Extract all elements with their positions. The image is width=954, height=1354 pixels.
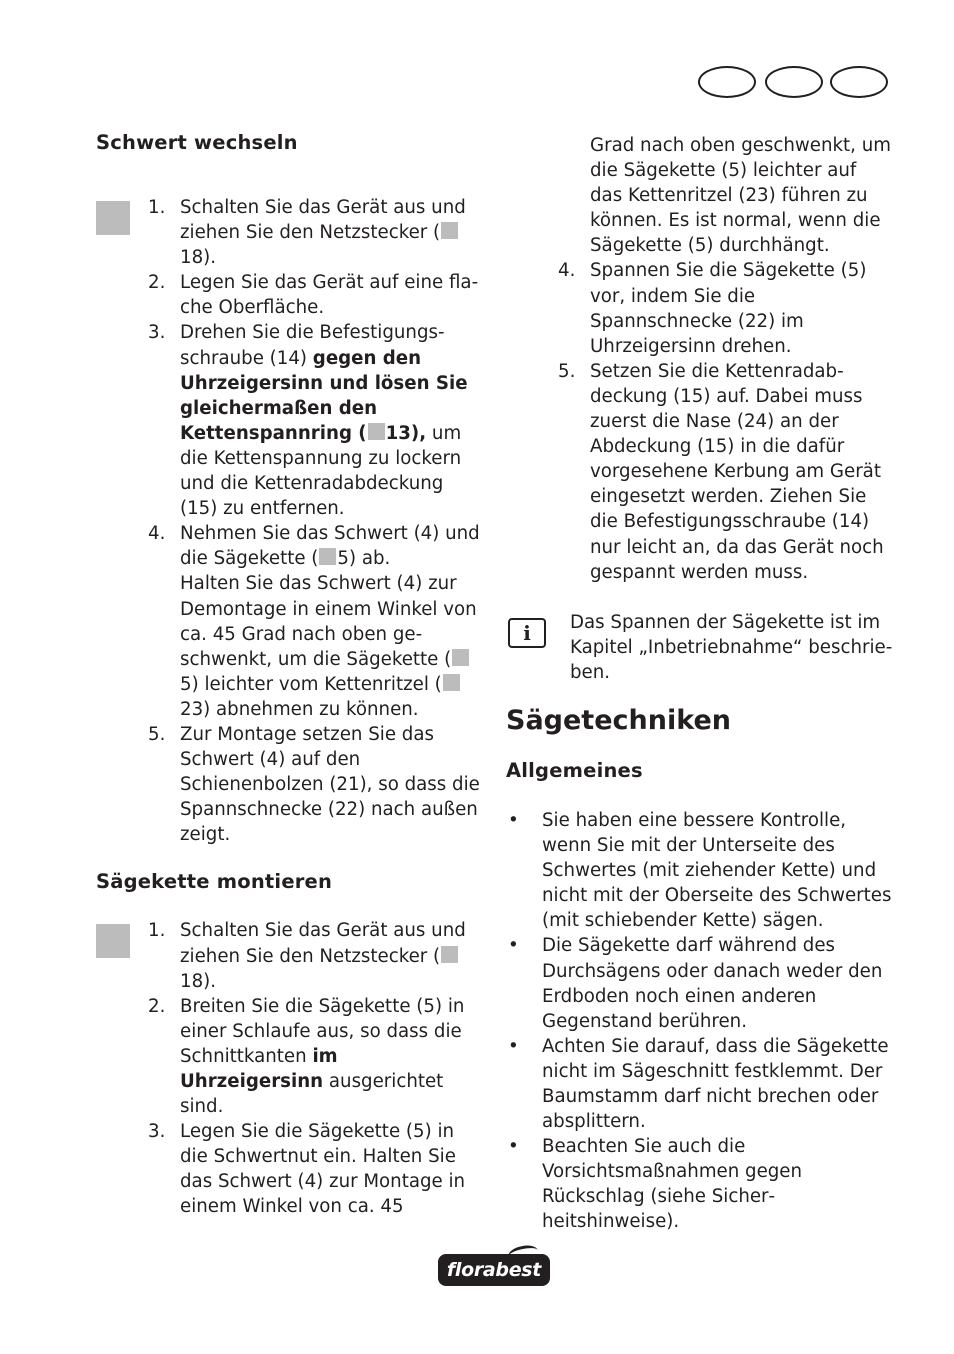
- info-note: [506, 610, 894, 685]
- continued-step-text: Grad nach oben geschwenkt, um die Sägekette (5) leichter auf das Kettenritzel (23) führen zu können. Es ist normal, wenn die Sägekette (5) durchhängt.: [590, 135, 891, 257]
- bullet-icon: •: [508, 1136, 519, 1158]
- bullet-icon: •: [508, 935, 519, 957]
- step-number: 5.: [148, 723, 166, 745]
- step-number: 2.: [148, 272, 166, 294]
- step-text: Nehmen Sie das Schwert (4) und die Sägekette (: [180, 523, 480, 570]
- step-number: 4.: [558, 260, 576, 282]
- bullet-list: [506, 808, 894, 1235]
- list-item: [506, 808, 894, 933]
- image-placeholder-icon: [452, 649, 469, 666]
- step-text: Schalten Sie das Gerät aus und ziehen Sie den Netzstecker (: [180, 197, 466, 244]
- schwert-wechseln-heading: Schwert wechseln: [96, 131, 298, 154]
- step-number: 1.: [148, 197, 166, 218]
- kette-steps-continued: [506, 258, 894, 584]
- step-number: 5.: [558, 360, 576, 382]
- list-item: [506, 1134, 894, 1234]
- step-text: 23) abnehmen zu können.: [180, 698, 419, 720]
- step-text: 5) ab.: [337, 548, 391, 570]
- list-item: [96, 320, 481, 521]
- step-bold-text: gegen den Uhrzeigersinn und lösen Sie gleichermaßen den Kettenspannring (: [180, 347, 468, 444]
- step-text: Legen Sie das Gerät auf eine flache Oberfläche.: [180, 272, 479, 319]
- language-oval-1: [698, 66, 756, 98]
- bullet-icon: •: [508, 1035, 519, 1057]
- language-ovals: [698, 66, 890, 98]
- list-item: [96, 521, 481, 722]
- image-placeholder-icon: [441, 222, 458, 239]
- list-item: [96, 270, 481, 320]
- step-text: Legen Sie die Sägekette (5) in die Schwertnut ein. Halten Sie das Schwert (4) zur Montage in einem Winkel von ca. 45: [180, 1121, 466, 1218]
- step-bold-text: 13),: [385, 422, 427, 444]
- info-text: Das Spannen der Sägekette ist im Kapitel „Inbetriebnahme“ beschrieben.: [570, 611, 893, 683]
- bullet-icon: •: [508, 809, 519, 831]
- step-text: Spannen Sie die Sägekette (5) vor, indem Sie die Spannschnecke (22) im Uhrzeigersinn drehen.: [590, 260, 867, 357]
- list-item: [96, 722, 481, 847]
- info-icon: i: [508, 618, 546, 648]
- florabest-logo: [438, 1246, 550, 1288]
- list-item: [96, 994, 481, 1119]
- left-column: [96, 128, 481, 1220]
- allgemeines-heading: Allgemeines: [506, 758, 643, 782]
- schwert-steps: [96, 195, 481, 847]
- step-text: Breiten Sie die Sägekette (5) in einer Schlaufe aus, so dass die Schnittkanten: [180, 995, 465, 1067]
- logo-text: florabest: [446, 1259, 542, 1281]
- step-number: 3.: [148, 322, 166, 344]
- step-number: 2.: [148, 995, 166, 1017]
- bullet-text: Achten Sie darauf, dass die Sägekette nicht im Sägeschnitt festklemmt. Der Baumstamm darf nicht brechen oder absplittern.: [542, 1035, 889, 1133]
- list-item: [506, 933, 894, 1033]
- language-oval-2: [765, 66, 823, 98]
- bullet-text: Sie haben eine bessere Kontrolle, wenn Sie mit der Unterseite des Schwertes (mit ziehender Kette) und nicht mit der Oberseite des Schwertes (mit schiebender Kette) sägen.: [542, 809, 892, 932]
- step-text: Schalten Sie das Gerät aus und ziehen Sie den Netzstecker (: [180, 920, 466, 967]
- bullet-text: Beachten Sie auch die Vorsichtsmaßnahmen gegen Rückschlag (siehe Sicherheitshinweise).: [542, 1136, 803, 1233]
- language-oval-3: [830, 66, 888, 98]
- list-item: [506, 258, 894, 358]
- step-text: Halten Sie das Schwert (4) zur Demontage in einem Winkel von ca. 45 Grad nach oben geschwenkt, um die Sägekette (: [180, 573, 477, 670]
- step-text: Drehen Sie die Befestigungsschraube (14): [180, 322, 445, 369]
- step-number: 3.: [148, 1121, 166, 1143]
- image-placeholder-icon: [319, 548, 336, 565]
- saegetechniken-heading: Sägetechniken: [506, 704, 731, 736]
- step-text: Setzen Sie die Kettenradabdeckung (15) auf. Dabei muss zuerst die Nase (24) an der Abdeckung (15) in die dafür vorgesehene Kerbung am Gerät eingesetzt werden. Ziehen Sie die Befestigungsschraube (14) nur leicht an, da das Gerät noch gespannt werden muss.: [590, 360, 884, 583]
- step-text: 5) leichter vom Kettenritzel (: [180, 673, 442, 695]
- bullet-text: Die Sägekette darf während des Durchsägens oder danach weder den Erdboden noch einen anderen Gegenstand berühren.: [542, 935, 883, 1032]
- right-column: [506, 133, 894, 1235]
- step-text: 18).: [180, 970, 217, 992]
- saegekette-montieren-heading: Sägekette montieren: [96, 870, 333, 894]
- list-item: [506, 1034, 894, 1134]
- image-placeholder-icon: [368, 423, 385, 440]
- step-text: ausgerichtet sind.: [180, 1071, 444, 1118]
- list-item: [506, 359, 894, 585]
- image-placeholder-icon: [441, 946, 458, 963]
- step-text: Zur Montage setzen Sie das Schwert (4) auf den Schienenbolzen (21), so dass die Spannschnecke (22) nach außen zeigt.: [180, 723, 480, 846]
- image-placeholder-icon: [443, 674, 460, 691]
- list-item: [96, 918, 481, 993]
- step-number: 1.: [148, 920, 166, 942]
- step-text: um die Kettenspannung zu lockern und die Kettenradabdeckung (15) zu entfernen.: [180, 422, 462, 520]
- list-item: [96, 195, 481, 270]
- step-bold-text: im Uhrzeigersinn: [180, 1045, 338, 1092]
- step-number: 4.: [148, 523, 166, 545]
- list-item: [96, 1119, 481, 1219]
- step-text: 18).: [180, 247, 217, 269]
- kette-steps: [96, 918, 481, 1219]
